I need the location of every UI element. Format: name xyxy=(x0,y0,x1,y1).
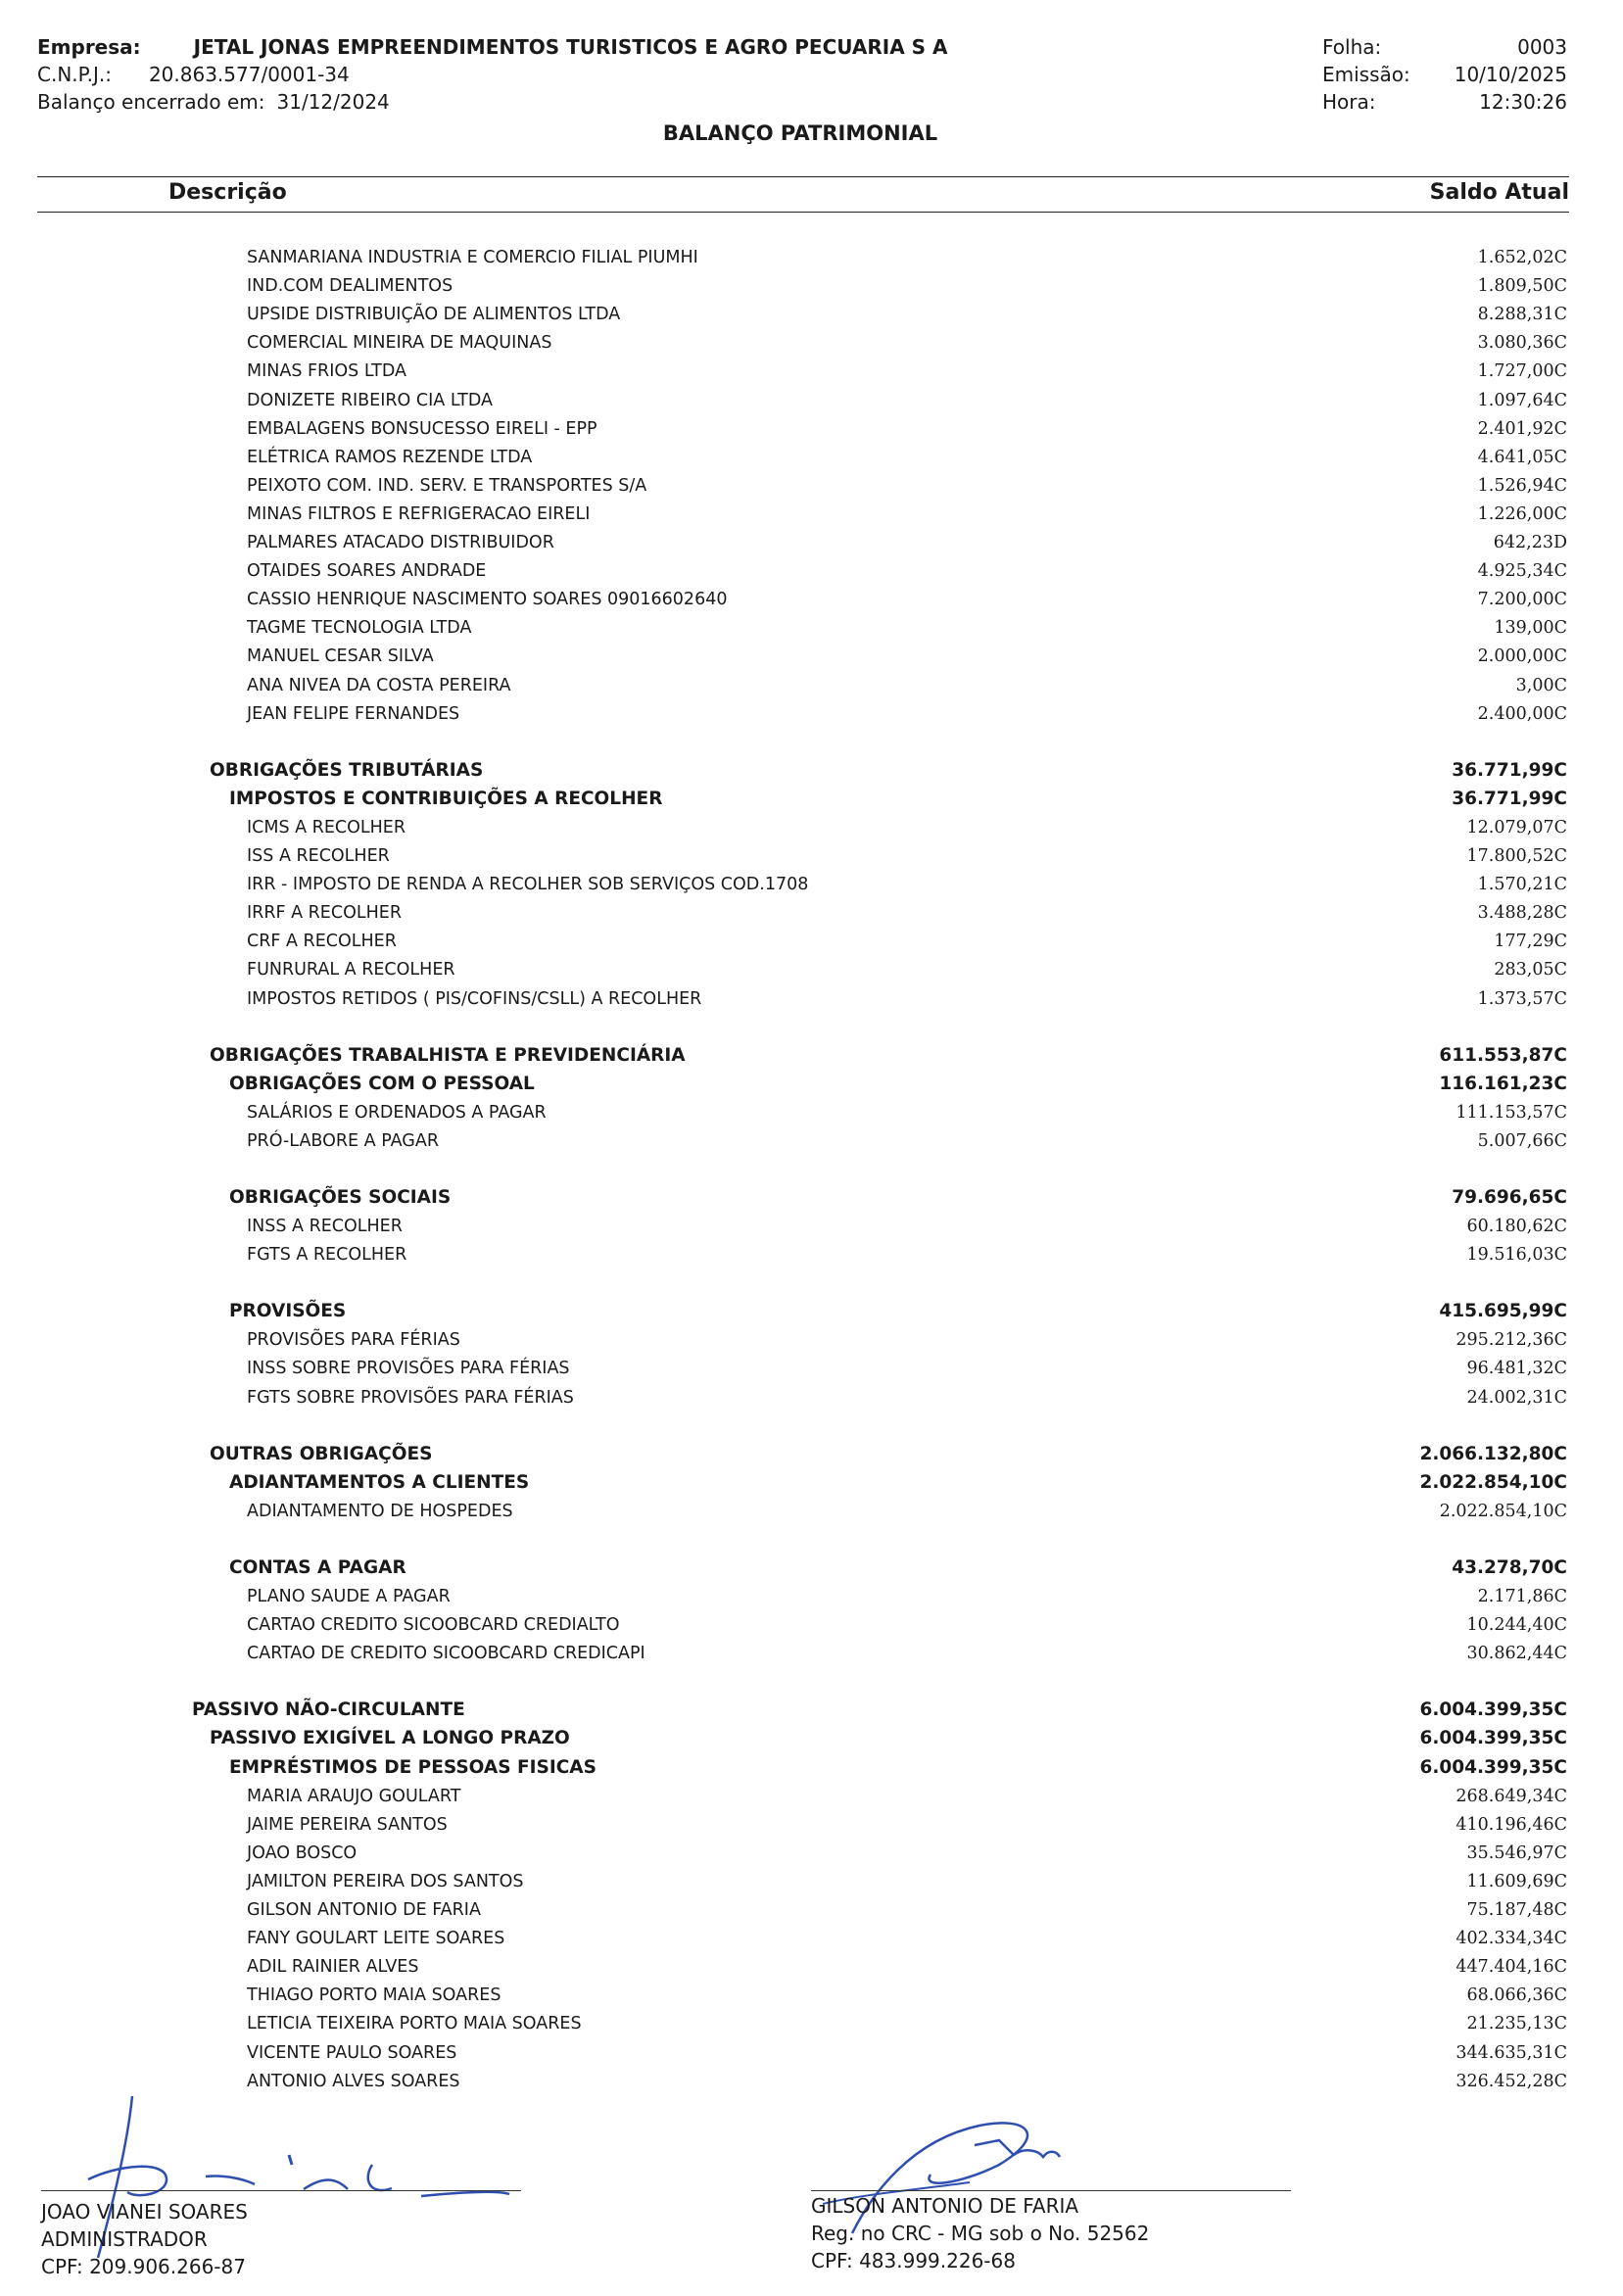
row-description: CRF A RECOLHER xyxy=(247,932,397,951)
row-balance: 268.649,34C xyxy=(1456,1787,1567,1806)
ledger-row xyxy=(0,1641,1623,1666)
row-balance: 19.516,03C xyxy=(1466,1245,1567,1265)
row-balance: 344.635,31C xyxy=(1456,2043,1567,2063)
cnpj-value: 20.863.577/0001-34 xyxy=(148,63,350,86)
ledger-row xyxy=(0,416,1623,442)
ledger-row xyxy=(0,1327,1623,1353)
row-description: ISS A RECOLHER xyxy=(247,846,390,866)
folha-label: Folha: xyxy=(1322,35,1382,59)
ledger-row xyxy=(0,502,1623,527)
row-description: FGTS A RECOLHER xyxy=(247,1245,407,1265)
row-description: PASSIVO EXIGÍVEL A LONGO PRAZO xyxy=(210,1728,570,1748)
row-description: ANTONIO ALVES SOARES xyxy=(247,2072,460,2091)
ledger-row xyxy=(0,1356,1623,1381)
row-description: EMBALAGENS BONSUCESSO EIRELI - EPP xyxy=(247,419,597,439)
row-description: GILSON ANTONIO DE FARIA xyxy=(247,1900,481,1920)
hora-label: Hora: xyxy=(1322,90,1376,114)
ledger-row xyxy=(0,388,1623,413)
document-title: BALANÇO PATRIMONIAL xyxy=(662,121,938,145)
emissao-value: 10/10/2025 xyxy=(1454,63,1567,86)
row-description: PROVISÕES PARA FÉRIAS xyxy=(247,1330,460,1350)
ledger-group-row xyxy=(0,1698,1623,1723)
row-balance: 410.196,46C xyxy=(1456,1815,1567,1835)
ledger-row xyxy=(0,2040,1623,2066)
row-description: COMERCIAL MINEIRA DE MAQUINAS xyxy=(247,333,552,353)
row-description: SANMARIANA INDUSTRIA E COMERCIO FILIAL PIUMHI xyxy=(247,248,698,267)
ledger-row xyxy=(0,1869,1623,1894)
row-balance: 60.180,62C xyxy=(1466,1217,1567,1236)
ledger-row xyxy=(0,815,1623,840)
row-description: CARTAO CREDITO SICOOBCARD CREDIALTO xyxy=(247,1615,620,1635)
ledger-group-row xyxy=(0,787,1623,812)
row-description: MANUEL CESAR SILVA xyxy=(247,646,434,666)
ledger-row xyxy=(0,701,1623,727)
ledger-group-row xyxy=(0,1726,1623,1751)
ledger-row xyxy=(0,445,1623,470)
row-description: OBRIGAÇÕES COM O PESSOAL xyxy=(229,1074,535,1094)
row-balance: 4.641,05C xyxy=(1477,448,1567,467)
emissao-label: Emissão: xyxy=(1322,63,1410,86)
row-balance: 3.488,28C xyxy=(1477,903,1567,923)
ledger-row xyxy=(0,1812,1623,1838)
row-description: VICENTE PAULO SOARES xyxy=(247,2043,457,2063)
ledger-row xyxy=(0,1612,1623,1638)
row-balance: 79.696,65C xyxy=(1452,1187,1567,1208)
row-balance: 96.481,32C xyxy=(1466,1359,1567,1378)
ledger-group-row xyxy=(0,758,1623,784)
ledger-row xyxy=(0,2011,1623,2036)
row-balance: 2.171,86C xyxy=(1477,1587,1567,1606)
ledger-row xyxy=(0,1128,1623,1154)
ledger-row xyxy=(0,1841,1623,1866)
row-balance: 2.022.854,10C xyxy=(1439,1502,1567,1521)
row-description: MINAS FRIOS LTDA xyxy=(247,361,406,381)
row-description: JAIME PEREIRA SANTOS xyxy=(247,1815,448,1835)
row-description: OTAIDES SOARES ANDRADE xyxy=(247,561,487,581)
row-balance: 5.007,66C xyxy=(1477,1131,1567,1151)
ledger-row xyxy=(0,1784,1623,1809)
row-description: IMPOSTOS RETIDOS ( PIS/COFINS/CSLL) A RECOLHER xyxy=(247,989,702,1009)
row-description: IND.COM DEALIMENTOS xyxy=(247,276,453,296)
ledger-row xyxy=(0,558,1623,584)
row-balance: 1.097,64C xyxy=(1477,391,1567,410)
ledger-row xyxy=(0,330,1623,356)
ledger-row xyxy=(0,673,1623,698)
row-balance: 447.404,16C xyxy=(1456,1957,1567,1977)
left-signatory-role: ADMINISTRADOR xyxy=(41,2227,208,2251)
row-balance: 177,29C xyxy=(1494,932,1567,951)
row-description: ELÉTRICA RAMOS REZENDE LTDA xyxy=(247,448,533,467)
row-balance: 21.235,13C xyxy=(1466,2014,1567,2033)
row-balance: 611.553,87C xyxy=(1439,1045,1567,1066)
row-description: EMPRÉSTIMOS DE PESSOAS FISICAS xyxy=(229,1757,597,1778)
row-description: LETICIA TEIXEIRA PORTO MAIA SOARES xyxy=(247,2014,582,2033)
row-balance: 642,23D xyxy=(1493,533,1567,552)
row-description: CONTAS A PAGAR xyxy=(229,1557,406,1578)
ledger-group-row xyxy=(0,1072,1623,1097)
row-balance: 3,00C xyxy=(1515,676,1567,695)
row-balance: 43.278,70C xyxy=(1452,1557,1567,1578)
ledger-row xyxy=(0,1242,1623,1268)
column-descricao: Descrição xyxy=(168,180,287,205)
left-signatory-cpf: CPF: 209.906.266-87 xyxy=(41,2255,246,2278)
empresa-label: Empresa: xyxy=(37,35,141,59)
row-balance: 36.771,99C xyxy=(1452,760,1567,781)
row-balance: 1.570,21C xyxy=(1477,875,1567,894)
balanco-label: Balanço encerrado em: xyxy=(37,90,265,114)
ledger-row xyxy=(0,302,1623,327)
left-signatory-name: JOAO VIANEI SOARES xyxy=(41,2200,248,2224)
row-description: INSS SOBRE PROVISÕES PARA FÉRIAS xyxy=(247,1359,570,1378)
row-description: MINAS FILTROS E REFRIGERACAO EIRELI xyxy=(247,504,591,524)
left-signature-line xyxy=(41,2190,521,2191)
ledger-row xyxy=(0,1499,1623,1524)
ledger-row xyxy=(0,587,1623,612)
ledger-row xyxy=(0,872,1623,897)
row-description: INSS A RECOLHER xyxy=(247,1217,403,1236)
ledger-row xyxy=(0,644,1623,669)
ledger-group-row xyxy=(0,1442,1623,1467)
row-balance: 139,00C xyxy=(1494,618,1567,638)
row-balance: 295.212,36C xyxy=(1456,1330,1567,1350)
ledger-group-row xyxy=(0,1043,1623,1069)
ledger-row xyxy=(0,273,1623,299)
right-signature-line xyxy=(811,2190,1291,2191)
ledger-group-row xyxy=(0,1555,1623,1581)
right-signatory-cpf: CPF: 483.999.226-68 xyxy=(811,2249,1016,2272)
ledger-group-row xyxy=(0,1470,1623,1496)
ledger-row xyxy=(0,359,1623,384)
row-balance: 1.652,02C xyxy=(1477,248,1567,267)
company-name: JETAL JONAS EMPREENDIMENTOS TURISTICOS E AGRO PECUARIA S A xyxy=(193,35,948,59)
row-description: IRR - IMPOSTO DE RENDA A RECOLHER SOB SERVIÇOS COD.1708 xyxy=(247,875,809,894)
row-description: TAGME TECNOLOGIA LTDA xyxy=(247,618,472,638)
row-description: SALÁRIOS E ORDENADOS A PAGAR xyxy=(247,1103,547,1123)
ledger-row xyxy=(0,900,1623,926)
row-balance: 326.452,28C xyxy=(1456,2072,1567,2091)
row-balance: 6.004.399,35C xyxy=(1419,1699,1567,1720)
row-description: FANY GOULART LEITE SOARES xyxy=(247,1929,505,1948)
row-balance: 30.862,44C xyxy=(1466,1644,1567,1663)
row-description: MARIA ARAUJO GOULART xyxy=(247,1787,461,1806)
row-description: IMPOSTOS E CONTRIBUIÇÕES A RECOLHER xyxy=(229,789,663,809)
right-signatory-name: GILSON ANTONIO DE FARIA xyxy=(811,2194,1079,2218)
cnpj-label: C.N.P.J.: xyxy=(37,63,112,86)
row-balance: 36.771,99C xyxy=(1452,789,1567,809)
row-balance: 11.609,69C xyxy=(1466,1872,1567,1891)
row-description: FGTS SOBRE PROVISÕES PARA FÉRIAS xyxy=(247,1388,574,1408)
ledger-row xyxy=(0,1897,1623,1923)
row-description: ANA NIVEA DA COSTA PEREIRA xyxy=(247,676,511,695)
ledger-row xyxy=(0,843,1623,869)
row-description: OBRIGAÇÕES SOCIAIS xyxy=(229,1187,452,1208)
row-description: OBRIGAÇÕES TRABALHISTA E PREVIDENCIÁRIA xyxy=(210,1045,686,1066)
ledger-row xyxy=(0,1584,1623,1609)
hora-value: 12:30:26 xyxy=(1479,90,1567,114)
row-balance: 75.187,48C xyxy=(1466,1900,1567,1920)
row-balance: 1.727,00C xyxy=(1477,361,1567,381)
row-description: ICMS A RECOLHER xyxy=(247,818,406,837)
row-balance: 12.079,07C xyxy=(1466,818,1567,837)
row-balance: 111.153,57C xyxy=(1456,1103,1567,1123)
ledger-row xyxy=(0,615,1623,641)
ledger-row xyxy=(0,245,1623,270)
row-balance: 2.400,00C xyxy=(1477,704,1567,724)
right-signatory-reg: Reg. no CRC - MG sob o No. 52562 xyxy=(811,2222,1150,2245)
row-balance: 283,05C xyxy=(1494,960,1567,980)
row-balance: 17.800,52C xyxy=(1466,846,1567,866)
ledger-row xyxy=(0,1983,1623,2008)
left-signatory xyxy=(41,2198,248,2280)
row-balance: 6.004.399,35C xyxy=(1419,1728,1567,1748)
row-balance: 6.004.399,35C xyxy=(1419,1757,1567,1778)
ledger-row xyxy=(0,473,1623,499)
row-description: OUTRAS OBRIGAÇÕES xyxy=(210,1444,433,1464)
row-balance: 3.080,36C xyxy=(1477,333,1567,353)
row-balance: 24.002,31C xyxy=(1466,1388,1567,1408)
row-description: PEIXOTO COM. IND. SERV. E TRANSPORTES S/A xyxy=(247,476,647,496)
row-description: PALMARES ATACADO DISTRIBUIDOR xyxy=(247,533,554,552)
ledger-row xyxy=(0,957,1623,982)
row-description: JAMILTON PEREIRA DOS SANTOS xyxy=(247,1872,524,1891)
right-signatory xyxy=(811,2192,1149,2274)
row-balance: 35.546,97C xyxy=(1466,1843,1567,1863)
ledger-row xyxy=(0,530,1623,555)
row-balance: 10.244,40C xyxy=(1466,1615,1567,1635)
row-balance: 1.809,50C xyxy=(1477,276,1567,296)
row-description: OBRIGAÇÕES TRIBUTÁRIAS xyxy=(210,760,484,781)
row-description: DONIZETE RIBEIRO CIA LTDA xyxy=(247,391,493,410)
row-balance: 1.526,94C xyxy=(1477,476,1567,496)
ledger-group-row xyxy=(0,1755,1623,1781)
row-balance: 8.288,31C xyxy=(1477,305,1567,324)
row-balance: 2.022.854,10C xyxy=(1419,1472,1567,1493)
row-balance: 2.401,92C xyxy=(1477,419,1567,439)
row-balance: 1.373,57C xyxy=(1477,989,1567,1009)
row-description: CARTAO DE CREDITO SICOOBCARD CREDICAPI xyxy=(247,1644,645,1663)
row-description: PROVISÕES xyxy=(229,1301,347,1321)
row-description: FUNRURAL A RECOLHER xyxy=(247,960,455,980)
row-description: PLANO SAUDE A PAGAR xyxy=(247,1587,451,1606)
column-saldo-atual: Saldo Atual xyxy=(1429,180,1569,205)
row-balance: 7.200,00C xyxy=(1477,590,1567,609)
ledger-row xyxy=(0,1926,1623,1951)
ledger-row xyxy=(0,1214,1623,1239)
row-description: PASSIVO NÃO-CIRCULANTE xyxy=(192,1699,465,1720)
row-description: IRRF A RECOLHER xyxy=(247,903,402,923)
row-description: JOAO BOSCO xyxy=(247,1843,358,1863)
ledger-row xyxy=(0,1100,1623,1125)
row-balance: 2.066.132,80C xyxy=(1419,1444,1567,1464)
row-description: UPSIDE DISTRIBUIÇÃO DE ALIMENTOS LTDA xyxy=(247,305,621,324)
row-balance: 402.334,34C xyxy=(1456,1929,1567,1948)
row-balance: 415.695,99C xyxy=(1439,1301,1567,1321)
ledger-group-row xyxy=(0,1299,1623,1324)
row-description: THIAGO PORTO MAIA SOARES xyxy=(247,1985,501,2005)
row-balance: 116.161,23C xyxy=(1439,1074,1567,1094)
row-description: CASSIO HENRIQUE NASCIMENTO SOARES 09016602640 xyxy=(247,590,728,609)
row-balance: 1.226,00C xyxy=(1477,504,1567,524)
ledger-row xyxy=(0,929,1623,954)
row-balance: 68.066,36C xyxy=(1466,1985,1567,2005)
ledger-row xyxy=(0,986,1623,1012)
row-description: ADIANTAMENTOS A CLIENTES xyxy=(229,1472,530,1493)
ledger-row xyxy=(0,1954,1623,1980)
row-description: ADIL RAINIER ALVES xyxy=(247,1957,419,1977)
row-description: JEAN FELIPE FERNANDES xyxy=(247,704,460,724)
row-description: PRÓ-LABORE A PAGAR xyxy=(247,1131,439,1151)
ledger-group-row xyxy=(0,1185,1623,1211)
row-balance: 4.925,34C xyxy=(1477,561,1567,581)
row-balance: 2.000,00C xyxy=(1477,646,1567,666)
ledger-row xyxy=(0,1385,1623,1411)
folha-value: 0003 xyxy=(1517,35,1567,59)
row-description: ADIANTAMENTO DE HOSPEDES xyxy=(247,1502,513,1521)
balanco-date: 31/12/2024 xyxy=(276,90,390,114)
